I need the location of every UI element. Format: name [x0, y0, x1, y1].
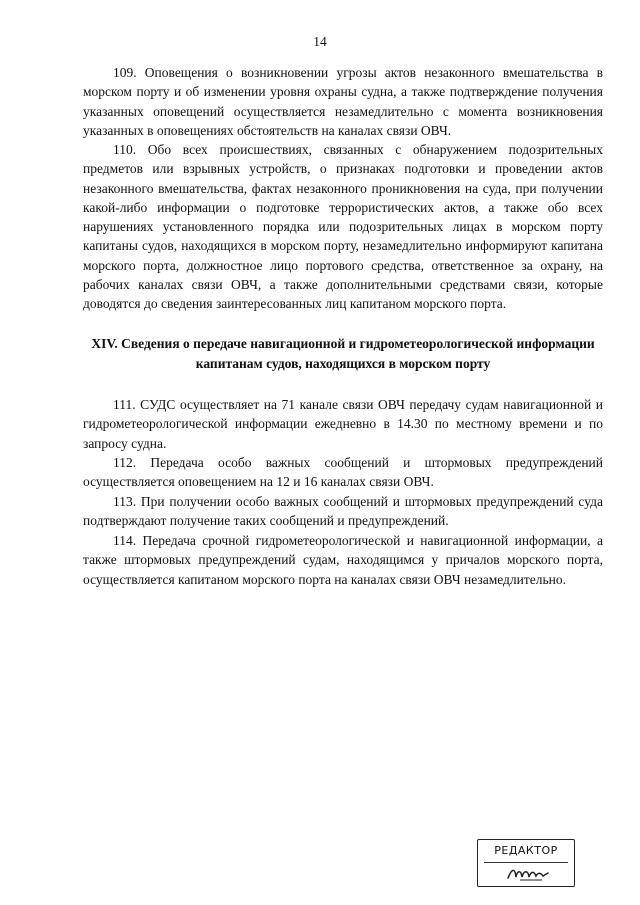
- paragraph-111: 111. СУДС осуществляет на 71 канале связи ОВЧ передачу судам навигационной и гидрометеорологической информации ежедневно в 14.30 по местному времени и по запросу судна.: [83, 397, 603, 451]
- section-heading: XIV. Сведения о передаче навигационной и гидрометеорологической информации капитанам судов, находящихся в морском порту: [91, 336, 595, 371]
- paragraph-110: 110. Обо всех происшествиях, связанных с обнаружением подозрительных предметов или взрывных устройств, о признаках подготовки и проведении актов незаконного вмешательства, фактах незаконного проникновения на суда, при получении какой-либо информации о подготовке террористических актов, а также обо всех нарушениях установленного порядка или подозрительных лицах в морском порту капитаны судов, находящихся в морском порту, незамедлительно информируют капитана морского порта, должностное лицо портового средства, ответственное за охрану, на рабочих каналах связи ОВЧ, а также дополнительными средствами связи, которые доводятся до сведения заинтересованных лиц капитаном морского порта.: [83, 142, 603, 312]
- page-number: 14: [313, 34, 327, 49]
- paragraph-114: 114. Передача срочной гидрометеорологической и навигационной информации, а также штормовых предупреждений судам, находящимся у причалов морского порта, осуществляется капитаном морского порта на каналах связи ОВЧ незамедлительно.: [83, 533, 603, 587]
- stamp-divider: [484, 862, 568, 863]
- stamp-label: РЕДАКТОР: [494, 844, 558, 857]
- paragraph-112: 112. Передача особо важных сообщений и штормовых предупреждений осуществляется оповещением на 12 и 16 каналах связи ОВЧ.: [83, 455, 603, 490]
- handwritten-signature: [506, 864, 550, 884]
- editor-stamp: [477, 839, 575, 887]
- paragraph-109: 109. Оповещения о возникновении угрозы актов незаконного вмешательства в морском порту и об изменении уровня охраны судна, а также подтверждение получения указанных оповещений осуществляется незамедлительно с момента возникновения указанных в оповещениях обстоятельств на каналах связи ОВЧ.: [83, 65, 603, 138]
- paragraph-113: 113. При получении особо важных сообщений и штормовых предупреждений суда подтверждают получение таких сообщений и предупреждений.: [83, 494, 603, 529]
